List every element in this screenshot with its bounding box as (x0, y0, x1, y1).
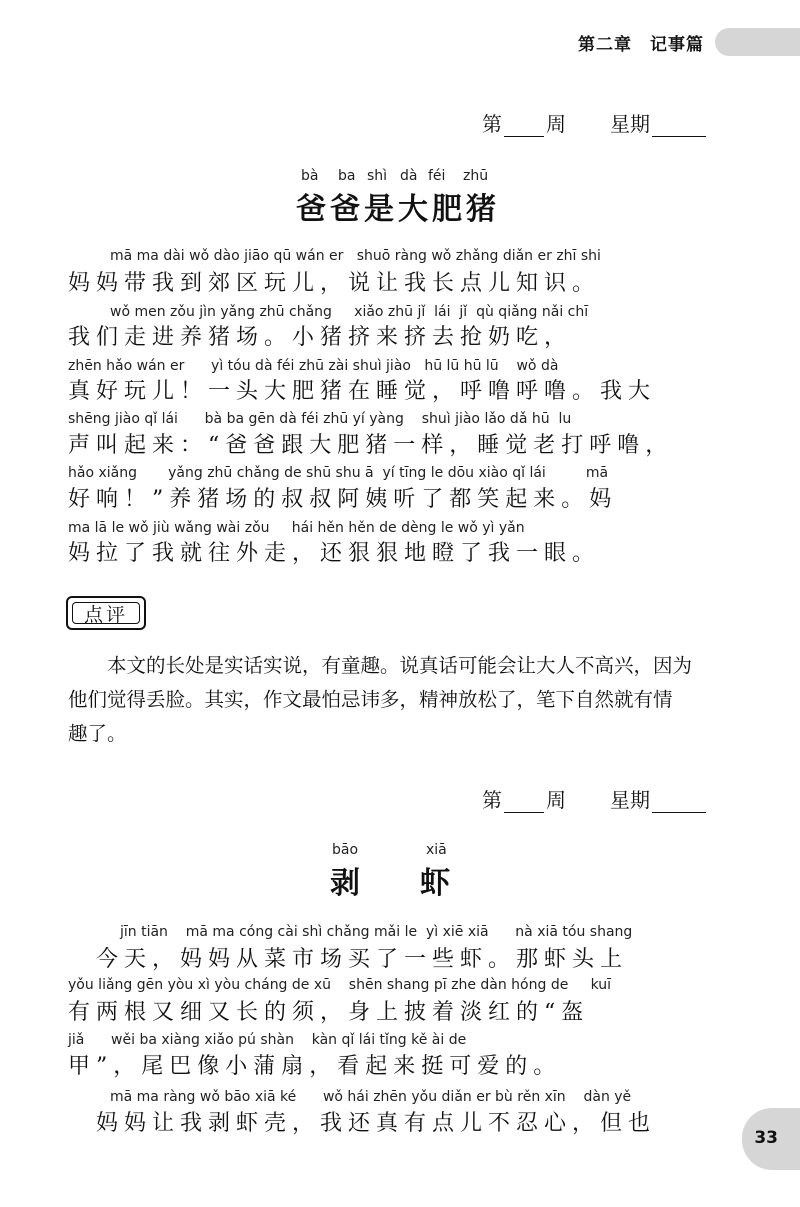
text-line: 妈拉了我就往外走，还狠狠地瞪了我一眼。 (68, 541, 601, 566)
label-xingqi: 星期 (610, 788, 650, 812)
label-zhou: 周 (546, 788, 566, 812)
review-line: 他们觉得丢脸。其实，作文最怕忌讳多，精神放松了，笔下自然就有情 (68, 688, 673, 711)
text-line: 声叫起来：“爸爸跟大肥猪一样，睡觉老打呼噜， (68, 433, 674, 458)
title-pinyin: xiā (426, 842, 447, 858)
chapter-header: 第二章 记事篇 (578, 35, 704, 55)
pinyin-line: mā ma dài wǒ dào jiāo qū wán er shuō ràng wǒ zhǎng diǎn er zhī shi (110, 248, 601, 264)
story2-title-char: 剥 (330, 866, 360, 901)
pinyin-line: jiǎ wěi ba xiàng xiǎo pú shàn kàn qǐ lái tǐng kě ài de (68, 1032, 467, 1048)
review-line: 本文的长处是实话实说，有童趣。说真话可能会让大人不高兴，因为 (68, 654, 693, 677)
pinyin-line: ma lā le wǒ jiù wǎng wài zǒu hái hěn hěn de dèng le wǒ yì yǎn (68, 520, 525, 536)
pinyin-line: wǒ men zǒu jìn yǎng zhū chǎng xiǎo zhū jǐ lái jǐ qù qiǎng nǎi chī (110, 304, 589, 320)
text-line: 有两根又细又长的须，身上披着淡红的“盔 (68, 1000, 590, 1025)
pinyin-line: jīn tiān mā ma cóng cài shì chǎng mǎi le yì xiē xiā nà xiā tóu shang (120, 924, 633, 940)
story1-title: 爸爸是大肥猪 (296, 192, 500, 227)
day-blank[interactable] (652, 792, 706, 813)
page-number: 33 (754, 1128, 778, 1148)
day-blank[interactable] (652, 116, 706, 137)
header-tab (715, 28, 800, 56)
pinyin-line: mā ma ràng wǒ bāo xiā ké wǒ hái zhēn yǒu diǎn er bù rěn xīn dàn yě (110, 1089, 632, 1105)
title-pinyin: dà (400, 168, 418, 184)
story2-title-char: 虾 (420, 866, 450, 901)
week-day-line (482, 784, 708, 813)
title-pinyin: zhū (463, 168, 489, 184)
title-pinyin: shì (367, 168, 388, 184)
pinyin-line: zhēn hǎo wán er yì tóu dà féi zhū zài shuì jiào hū lū hū lū wǒ dà (68, 358, 559, 374)
review-label-text: 点评 (83, 603, 128, 626)
label-di: 第 (482, 112, 502, 136)
review-line: 趣了。 (68, 722, 127, 745)
title-pinyin: ba (338, 168, 356, 184)
week-blank[interactable] (504, 116, 544, 137)
text-line: 好响！”养猪场的叔叔阿姨听了都笑起来。妈 (68, 487, 618, 512)
text-line: 妈妈让我剥虾壳，我还真有点儿不忍心，但也 (68, 1111, 657, 1136)
title-pinyin: féi (428, 168, 446, 184)
label-di: 第 (482, 788, 502, 812)
week-blank[interactable] (504, 792, 544, 813)
label-zhou: 周 (546, 112, 566, 136)
pinyin-line: shēng jiào qǐ lái bà ba gēn dà féi zhū yí yàng shuì jiào lǎo dǎ hū lu (68, 411, 572, 427)
text-line: 我们走进养猪场。小猪挤来挤去抢奶吃， (68, 325, 573, 350)
text-line: 今天，妈妈从菜市场买了一些虾。那虾头上 (68, 947, 629, 972)
text-line: 妈妈带我到郊区玩儿，说让我长点儿知识。 (68, 271, 601, 296)
text-line: 甲”，尾巴像小蒲扇，看起来挺可爱的。 (68, 1054, 562, 1079)
title-pinyin: bāo (332, 842, 359, 858)
label-xingqi: 星期 (610, 112, 650, 136)
pinyin-line: hǎo xiǎng yǎng zhū chǎng de shū shu ā yí tīng le dōu xiào qǐ lái mā (68, 465, 609, 481)
title-pinyin: bà (301, 168, 319, 184)
pinyin-line: yǒu liǎng gēn yòu xì yòu cháng de xū shēn shang pī zhe dàn hóng de kuī (68, 977, 612, 993)
text-line: 真好玩儿！一头大肥猪在睡觉，呼噜呼噜。我大 (68, 379, 657, 404)
review-label (66, 596, 146, 630)
week-day-line (482, 108, 708, 137)
